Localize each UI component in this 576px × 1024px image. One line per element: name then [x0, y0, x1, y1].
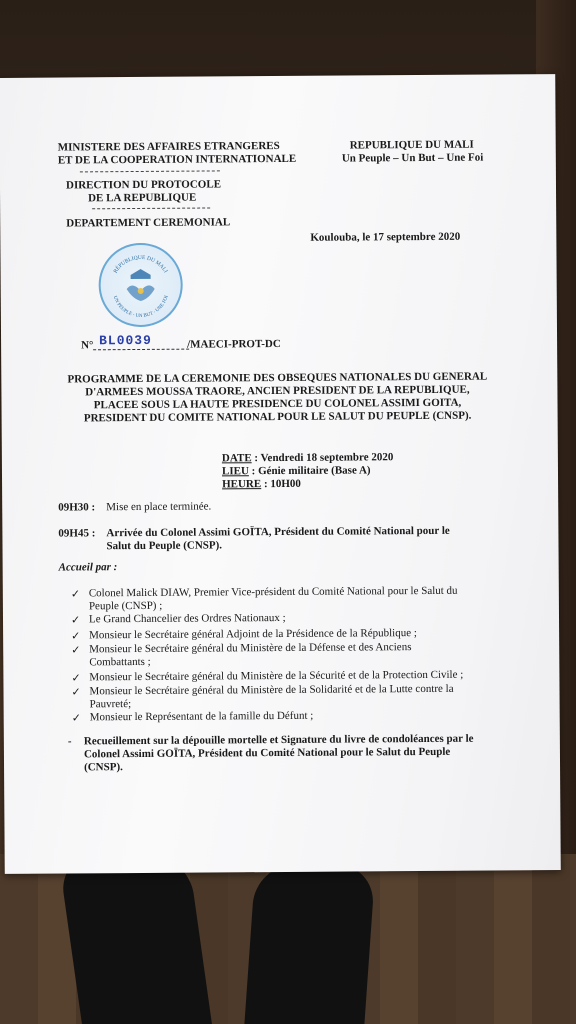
date-label: DATE	[221, 452, 252, 465]
official-seal	[98, 243, 183, 328]
schedule-text-2: Arrivée du Colonel Assimi GOÏTA, Président du Comité National pour le Salut du Peuple (CNSP).	[106, 524, 450, 553]
accueil-item-3: Monsieur le Secrétaire général Adjoint de la Présidence de la République ;	[89, 627, 417, 642]
accueil-item-7: Monsieur le Représentant de la famille du Défunt ;	[89, 709, 314, 724]
direction-line-1: DIRECTION DU PROTOCOLE	[65, 178, 222, 192]
place-value: : Génie militaire (Base A)	[248, 464, 371, 478]
department-line: DEPARTEMENT CEREMONIAL	[66, 216, 231, 230]
left-leg	[58, 854, 212, 1024]
schedule-time-1: 09H30 :	[58, 501, 96, 514]
check-icon: ✓	[71, 672, 81, 685]
schedule-text-1: Mise en place terminée.	[106, 500, 212, 514]
seal-bottom-text: UN PEUPLE - UN BUT - UNE FOI	[111, 295, 170, 319]
document-page	[0, 74, 561, 874]
ministry-line-2: ET DE LA COOPERATION INTERNATIONALE	[57, 152, 297, 167]
seal-emblem-icon	[100, 245, 181, 326]
check-icon: ✓	[70, 588, 81, 601]
reference-prefix: N°	[81, 339, 94, 352]
header-rule-1	[80, 170, 220, 172]
seal-top-text: RÉPUBLIQUE DU MALI	[112, 254, 169, 275]
final-item-bullet: -	[67, 735, 72, 748]
accueil-label: Accueil par :	[58, 561, 118, 574]
schedule-time-2: 09H45 :	[58, 527, 96, 540]
accueil-item-5: Monsieur le Secrétaire général du Ministère de la Sécurité et de la Protection Civile ;	[89, 668, 464, 684]
place-label: LIEU	[221, 465, 249, 478]
accueil-item-1: Colonel Malick DIAW, Premier Vice-président du Comité National pour le Salut du Peuple (CNSP) ;	[88, 584, 458, 613]
direction-line-2: DE LA REPUBLIQUE	[88, 191, 197, 205]
check-icon: ✓	[71, 686, 81, 699]
final-item-text: Recueillement sur la dépouille mortelle et Signature du livre de condoléances par le Colonel Assimi GOÏTA, Président du Comité National pour le Salut du Peuple (CNSP).	[83, 732, 474, 774]
check-icon: ✓	[71, 644, 81, 657]
check-icon: ✓	[70, 614, 81, 627]
reference-suffix: /MAECI-PROT-DC	[187, 337, 281, 351]
header-rule-2	[92, 207, 210, 209]
country-name: REPUBLIQUE DU MALI	[349, 138, 474, 152]
check-icon: ✓	[71, 712, 81, 725]
place-date: Koulouba, le 17 septembre 2020	[310, 230, 461, 244]
date-value: : Vendredi 18 septembre 2020	[251, 451, 394, 465]
check-icon: ✓	[71, 630, 81, 643]
accueil-item-6: Monsieur le Secrétaire général du Ministère de la Solidarité et de la Lutte contre la Pauvreté;	[89, 682, 454, 711]
ministry-line-1: MINISTERE DES AFFAIRES ETRANGERES	[57, 139, 280, 154]
time-value: : 10H00	[261, 477, 301, 491]
person-legs	[70, 854, 370, 1024]
accueil-item-4: Monsieur le Secrétaire général du Ministère de la Défense et des Anciens Combattants ;	[89, 641, 412, 669]
event-place	[222, 464, 371, 478]
reference-number: BL0039	[99, 332, 152, 349]
event-date	[222, 451, 394, 465]
reference-underline	[93, 349, 189, 351]
right-leg	[244, 864, 375, 1024]
event-time	[222, 478, 301, 492]
country-motto: Un Peuple – Un But – Une Foi	[341, 151, 484, 165]
ceremony-title: PROGRAMME DE LA CEREMONIE DES OBSEQUES NATIONALES DU GENERAL D'ARMEES MOUSSA TRAORE, ANCIEN PRESIDENT DE LA REPUBLIQUE, PLACEE SOUS LA HAUTE PRESIDENCE DU COLONEL ASSIMI GOITA, PRESIDENT DU COMITE NATIONAL POUR LE SALUT DU PEUPLE (CNSP).	[67, 370, 488, 425]
time-label: HEURE	[222, 478, 262, 491]
accueil-item-2: Le Grand Chancelier des Ordres Nationaux ;	[88, 611, 286, 626]
